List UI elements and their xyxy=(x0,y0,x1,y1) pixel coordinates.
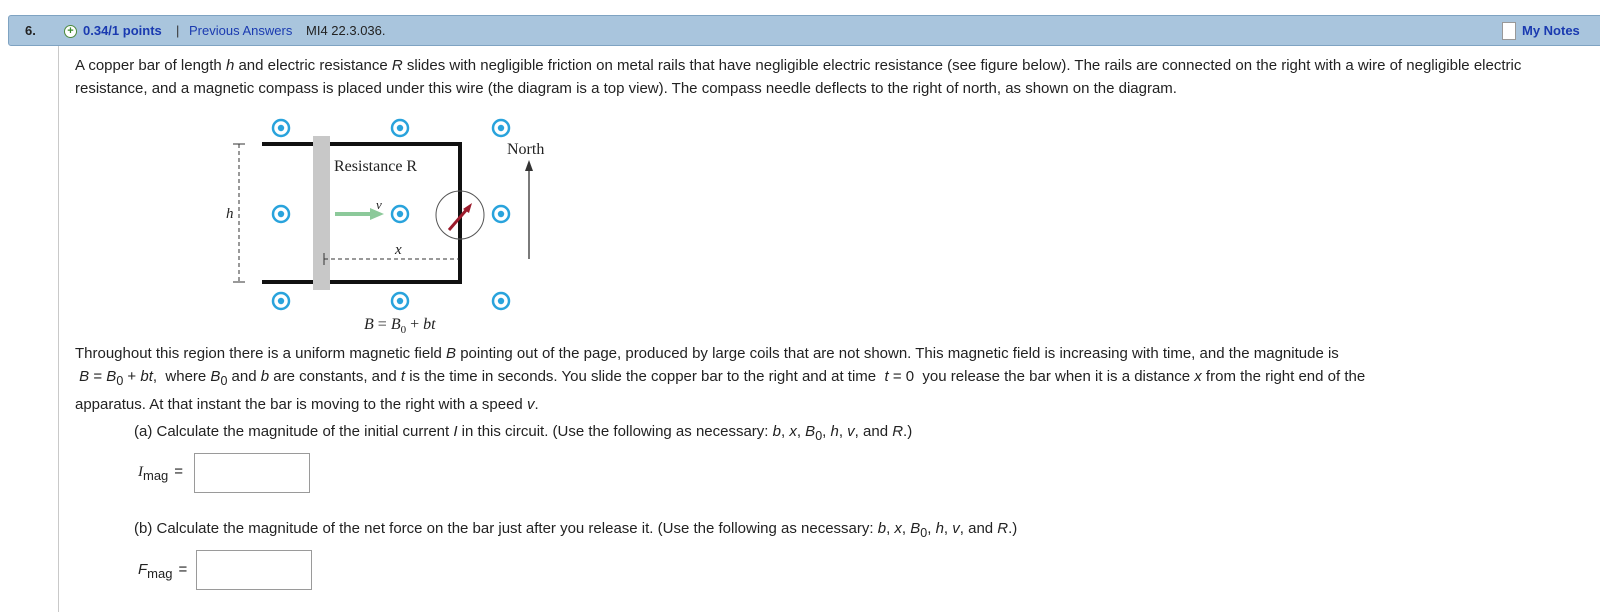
my-notes-link[interactable]: My Notes xyxy=(1522,23,1580,38)
force-label: Fmag = xyxy=(138,561,188,581)
part-a-prompt: (a) Calculate the magnitude of the initial current I in this circuit. (Use the following as necessary: b, x, $B_0$, h, v, and R.) xyxy=(134,423,913,443)
v-label: v xyxy=(376,197,382,212)
notes-icon[interactable] xyxy=(1502,22,1516,40)
field-dot-icon xyxy=(493,206,509,222)
field-equation: $B = B_0$ + bt xyxy=(364,316,436,336)
resistance-label: Resistance R xyxy=(334,158,418,175)
field-dot-icon xyxy=(273,293,289,309)
plus-icon[interactable]: + xyxy=(64,25,77,38)
field-dot-icon xyxy=(493,120,509,136)
north-arrowhead xyxy=(525,160,533,171)
current-answer-input[interactable] xyxy=(194,453,310,493)
part-b-prompt: (b) Calculate the magnitude of the net force on the bar just after you release it. (Use the following as necessary: b, x, $B_0$, h, v, and R.) xyxy=(134,520,1018,540)
field-dot-icon xyxy=(392,120,408,136)
x-label: x xyxy=(395,242,402,258)
h-label: h xyxy=(226,206,234,222)
separator: | xyxy=(176,23,180,38)
copper-bar xyxy=(313,136,330,290)
problem-code: MI4 22.3.036. xyxy=(306,23,386,38)
field-dot-icon xyxy=(273,206,289,222)
field-dot-icon xyxy=(392,293,408,309)
force-answer-input[interactable] xyxy=(196,550,312,590)
problem-intro: A copper bar of length h and electric resistance R slides with negligible friction on metal rails that have negligible electric resistance (see figure below). The rails are connected on the right with a wire of negligible electric resistance, and a magnetic compass is placed under this wire (the diagram is a top view). The compass needle deflects to the right of north, as shown on the diagram. xyxy=(75,57,1522,97)
field-dot-icon xyxy=(273,120,289,136)
current-label: Imag = xyxy=(138,463,184,483)
problem-description: Throughout this region there is a uniform magnetic field B pointing out of the page, produced by large coils that are not shown. This magnetic field is increasing with time, and the magnitude is $B = B_0$ + bt, where $B_0$ and b are constants, and t is the time in seconds. You slide the copper bar to the right and at time t = 0 you release the bar when it is a distance x from the right end of the apparatus. At that instant the bar is moving to the right with a speed v. xyxy=(75,345,1366,413)
north-label: North xyxy=(507,141,545,158)
points-score[interactable]: 0.34/1 points xyxy=(83,23,162,38)
field-dot-icon xyxy=(493,293,509,309)
circuit-diagram xyxy=(0,0,600,340)
previous-answers-link[interactable]: Previous Answers xyxy=(189,23,293,38)
question-number: 6. xyxy=(25,23,36,38)
field-dot-icon xyxy=(392,206,408,222)
